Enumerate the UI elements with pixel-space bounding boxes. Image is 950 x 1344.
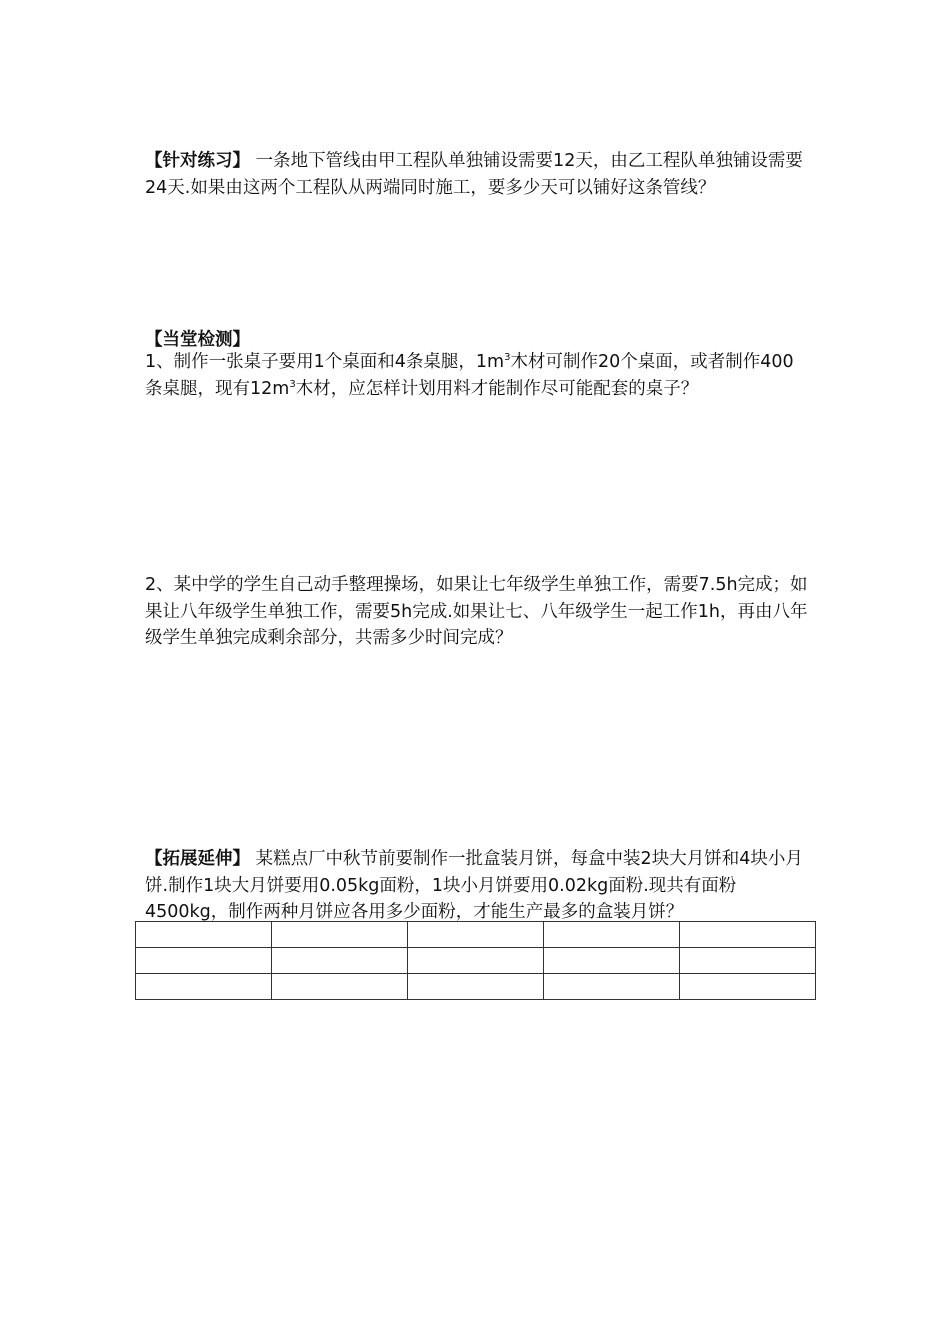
q1-text-b: 木材可制作20个桌面，或者制作400条桌腿，现有12m <box>145 352 794 399</box>
extension-text: 某糕点厂中秋节前要制作一批盒装月饼，每盒中装2块大月饼和4块小月饼.制作1块大月饼要用0.05kg面粉，1块小月饼要用0.02kg面粉.现共有面粉4500kg，制作两种月饼应各用多少面粉，才能生产最多的盒装月饼？ <box>145 849 803 922</box>
table-cell <box>680 922 816 948</box>
table-cell <box>272 922 408 948</box>
q1-text-c: 木材，应怎样计划用料才能制作尽可能配套的桌子？ <box>295 378 699 399</box>
check-question-2: 2、某中学的学生自己动手整理操场，如果让七年级学生单独工作，需要7.5h完成；如果让八年级学生单独工作，需要5h完成.如果让七、八年级学生一起工作1h，再由八年级学生单独完成剩余部分，共需多少时间完成？ <box>145 575 808 648</box>
table-cell <box>272 948 408 974</box>
practice-paragraph <box>145 148 810 201</box>
q1-text-a: 1、制作一张桌子要用1个桌面和4条桌腿，1m <box>145 352 505 372</box>
table-cell <box>544 974 680 1000</box>
practice-text: 一条地下管线由甲工程队单独铺设需要12天，由乙工程队单独铺设需要24天.如果由这两个工程队从两端同时施工，要多少天可以铺好这条管线？ <box>145 151 803 198</box>
table-cell <box>136 922 272 948</box>
table-cell <box>408 974 544 1000</box>
table-cell <box>680 948 816 974</box>
table-cell <box>408 922 544 948</box>
q1-superscript-2: 3 <box>289 378 296 390</box>
table-cell <box>544 922 680 948</box>
table-cell <box>544 948 680 974</box>
table-cell <box>680 974 816 1000</box>
extension-heading: 【拓展延伸】 <box>145 849 250 869</box>
table-row <box>136 922 816 948</box>
check-question-1 <box>145 349 810 402</box>
table-cell <box>136 974 272 1000</box>
table-cell <box>136 948 272 974</box>
q1-superscript-1: 3 <box>504 352 511 364</box>
answer-table <box>135 921 816 1000</box>
table-cell <box>272 974 408 1000</box>
table-cell <box>408 948 544 974</box>
extension-paragraph <box>145 846 810 926</box>
table-row <box>136 948 816 974</box>
table-row <box>136 974 816 1000</box>
practice-heading: 【针对练习】 <box>145 151 250 171</box>
check-heading: 【当堂检测】 <box>145 330 250 350</box>
